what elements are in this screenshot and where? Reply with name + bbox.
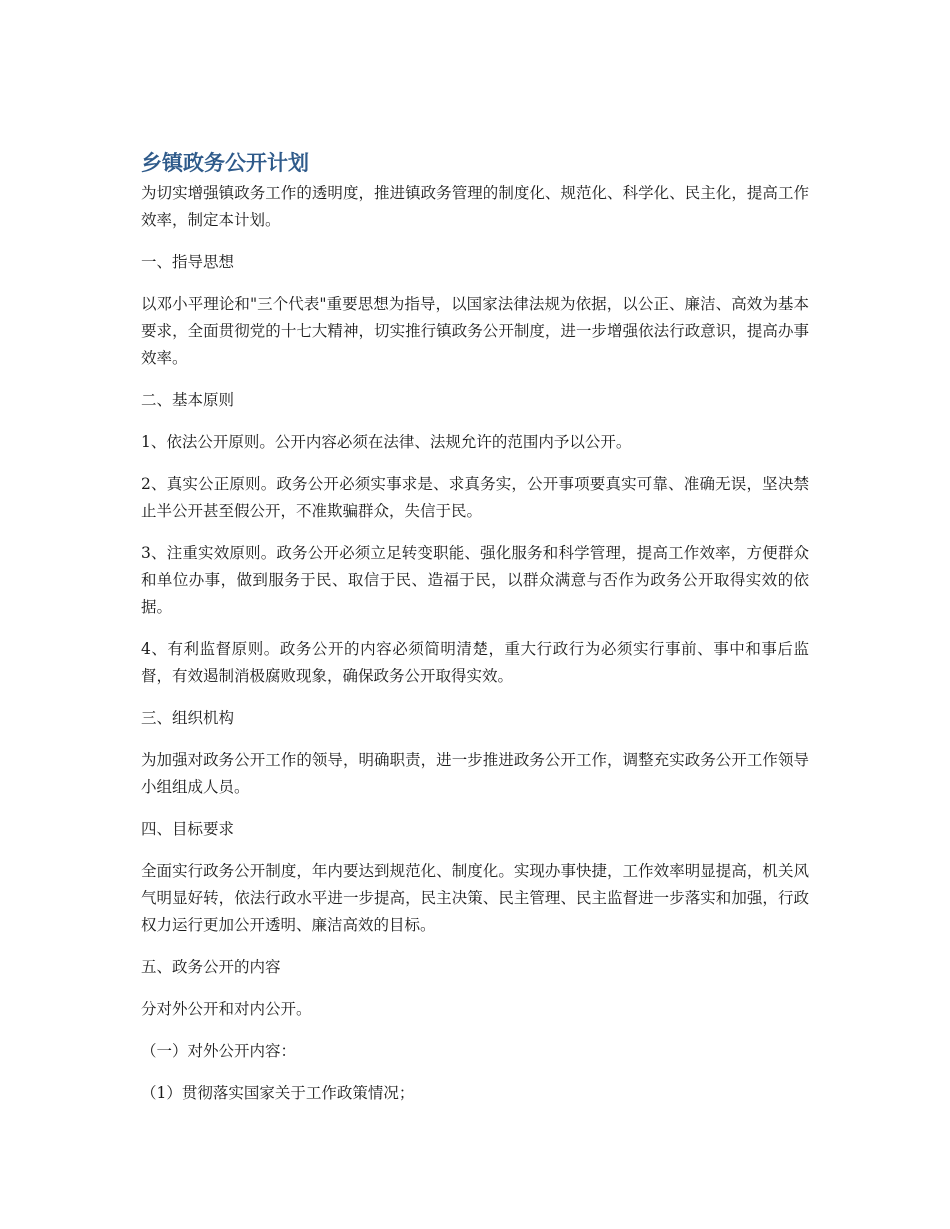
principle-2: 2、真实公正原则。政务公开必须实事求是、求真务实，公开事项要真实可靠、准确无误，坚决禁止半公开甚至假公开，不准欺骗群众，失信于民。 [141,475,809,520]
paragraph-organization: 为加强对政务公开工作的领导，明确职责，进一步推进政务公开工作，调整充实政务公开工作领导小组组成人员。 [141,751,809,796]
section-heading-basic-principles: 二、基本原则 [141,391,235,409]
principle-3: 3、注重实效原则。政务公开必须立足转变职能、强化服务和科学管理，提高工作效率，方便群众和单位办事，做到服务于民、取信于民、造福于民，以群众满意与否作为政务公开取得实效的依据。 [141,544,809,616]
list-item-1: （1）贯彻落实国家关于工作政策情况； [141,1084,415,1102]
paragraph-guiding-ideology: 以邓小平理论和"三个代表"重要思想为指导，以国家法律法规为依据，以公正、廉洁、高效为基本要求，全面贯彻党的十七大精神，切实推行镇政务公开制度，进一步增强依法行政意识，提高办事效率。 [141,295,809,367]
principle-4: 4、有利监督原则。政务公开的内容必须简明清楚，重大行政行为必须实行事前、事中和事后监督，有效遏制消极腐败现象，确保政务公开取得实效。 [141,640,809,685]
section-heading-goals: 四、目标要求 [141,820,235,838]
document-page [141,146,809,1122]
subheading-external-disclosure: （一）对外公开内容： [141,1042,297,1060]
section-heading-guiding-ideology: 一、指导思想 [141,253,235,271]
paragraph-contents-split: 分对外公开和对内公开。 [141,1000,312,1018]
section-heading-organization: 三、组织机构 [141,709,235,727]
paragraph-goals: 全面实行政务公开制度，年内要达到规范化、制度化。实现办事快捷，工作效率明显提高，机关风气明显好转，依法行政水平进一步提高，民主决策、民主管理、民主监督进一步落实和加强，行政权力运行更加公开透明、廉洁高效的目标。 [141,862,809,934]
section-heading-contents: 五、政务公开的内容 [141,958,281,976]
principle-1: 1、依法公开原则。公开内容必须在法律、法规允许的范围内予以公开。 [141,433,632,451]
document-title: 乡镇政务公开计划 [141,151,309,175]
intro-paragraph: 为切实增强镇政务工作的透明度，推进镇政务管理的制度化、规范化、科学化、民主化，提高工作效率，制定本计划。 [141,184,809,229]
